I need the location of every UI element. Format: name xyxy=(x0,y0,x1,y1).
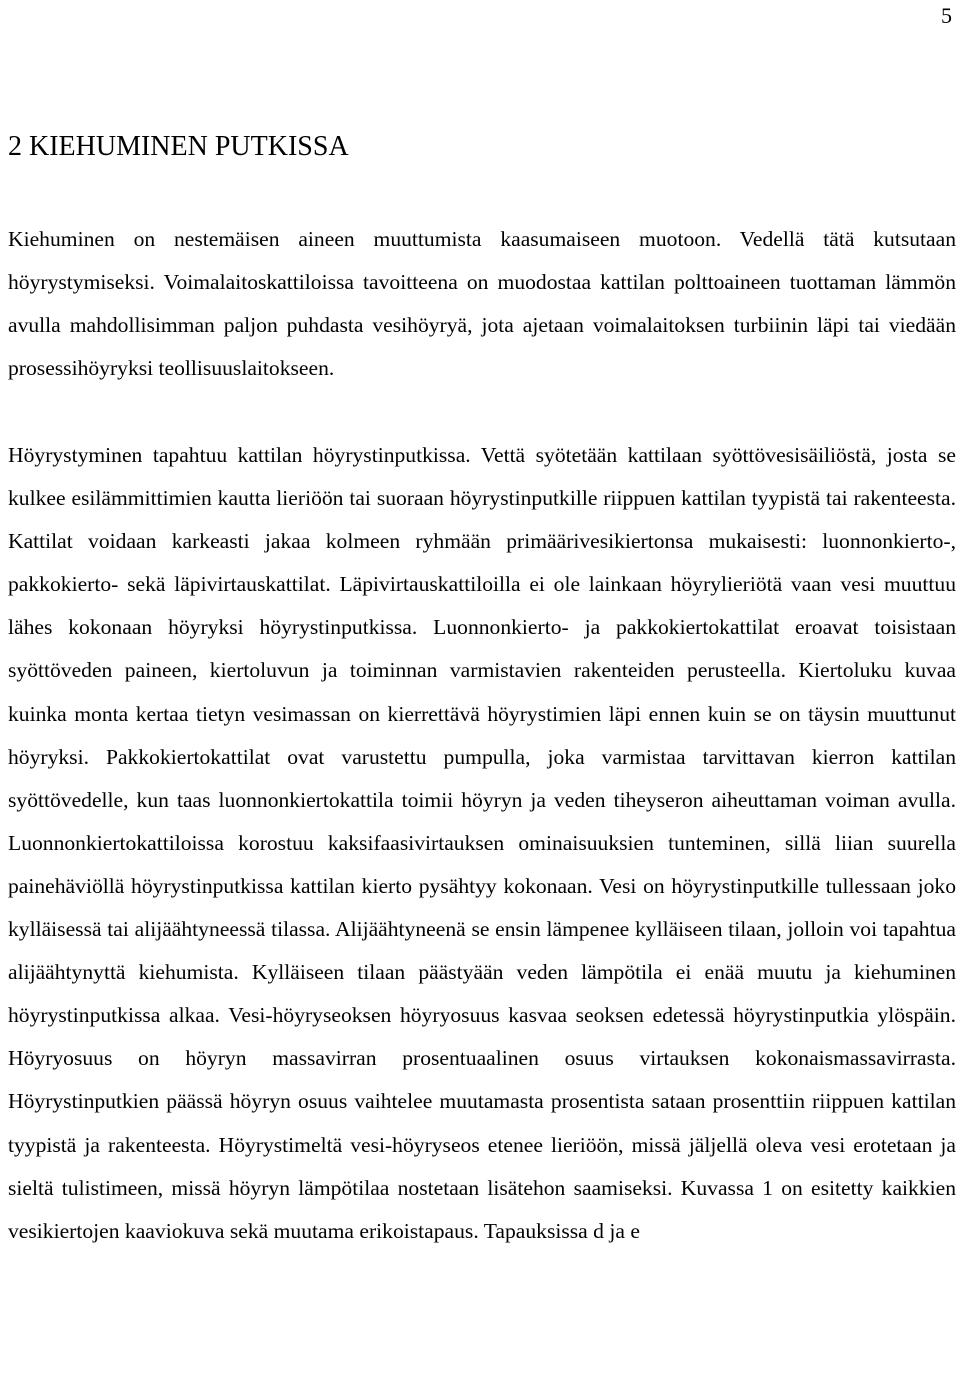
paragraph-evaporation: Höyrystyminen tapahtuu kattilan höyrystinputkissa. Vettä syötetään kattilaan syöttövesisäiliöstä, josta se kulkee esilämmittimien kautta lieriöön tai suoraan höyrystinputkille riippuen kattilan tyypistä tai rakenteesta. Kattilat voidaan karkeasti jakaa kolmeen ryhmään primäärivesikiertonsa mukaisesti: luonnonkierto-, pakkokierto- sekä läpivirtauskattilat. Läpivirtauskattiloilla ei ole lainkaan höyrylieriötä vaan vesi muuttuu lähes kokonaan höyryksi höyrystinputkissa. Luonnonkierto- ja pakkokiertokattilat eroavat toisistaan syöttöveden paineen, kiertoluvun ja toiminnan varmistavien rakenteiden perusteella. Kiertoluku kuvaa kuinka monta kertaa tietyn vesimassan on kierrettävä höyrystimien läpi ennen kuin se on täysin muuttunut höyryksi. Pakkokiertokattilat ovat varustettu pumpulla, joka varmistaa tarvittavan kierron kattilan syöttövedelle, kun taas luonnonkiertokattila toimii höyryn ja veden tiheyseron aiheuttaman voiman avulla. Luonnonkiertokattiloissa korostuu kaksifaasivirtauksen ominaisuuksien tunteminen, sillä liian suurella painehäviöllä höyrystinputkissa kattilan kierto pysähtyy kokonaan. Vesi on höyrystinputkille tullessaan joko kylläisessä tai alijäähtyneessä tilassa. Alijäähtyneenä se ensin lämpenee kylläiseen tilaan, jolloin voi tapahtua alijäähtynyttä kiehumista. Kylläiseen tilaan päästyään veden lämpötila ei enää muutu ja kiehuminen höyrystinputkissa alkaa. Vesi-höyryseoksen höyryosuus kasvaa seoksen edetessä höyrystinputkia ylöspäin. Höyryosuus on höyryn massavirran prosentuaalinen osuus virtauksen kokonaismassavirrasta. Höyrystinputkien päässä höyryn osuus vaihtelee muutamasta prosentista sataan prosenttiin riippuen kattilan tyypistä ja rakenteesta. Höyrystimeltä vesi-höyryseos etenee lieriöön, missä jäljellä oleva vesi erotetaan ja sieltä tulistimeen, missä höyryn lämpötilaa nostetaan lisätehon saamiseksi. Kuvassa 1 on esitetty kaikkien vesikiertojen kaaviokuva sekä muutama erikoistapaus. Tapauksissa d ja e xyxy=(8,443,956,1243)
page-number: 5 xyxy=(941,3,952,28)
paragraph-intro: Kiehuminen on nestemäisen aineen muuttumista kaasumaiseen muotoon. Vedellä tätä kutsutaan höyrystymiseksi. Voimalaitoskattiloissa tavoitteena on muodostaa kattilan polttoaineen tuottaman lämmön avulla mahdollisimman paljon puhdasta vesihöyryä, jota ajetaan voimalaitoksen turbiinin läpi tai viedään prosessihöyryksi teollisuuslaitokseen. xyxy=(8,227,956,381)
section-heading: 2 KIEHUMINEN PUTKISSA xyxy=(8,131,349,162)
